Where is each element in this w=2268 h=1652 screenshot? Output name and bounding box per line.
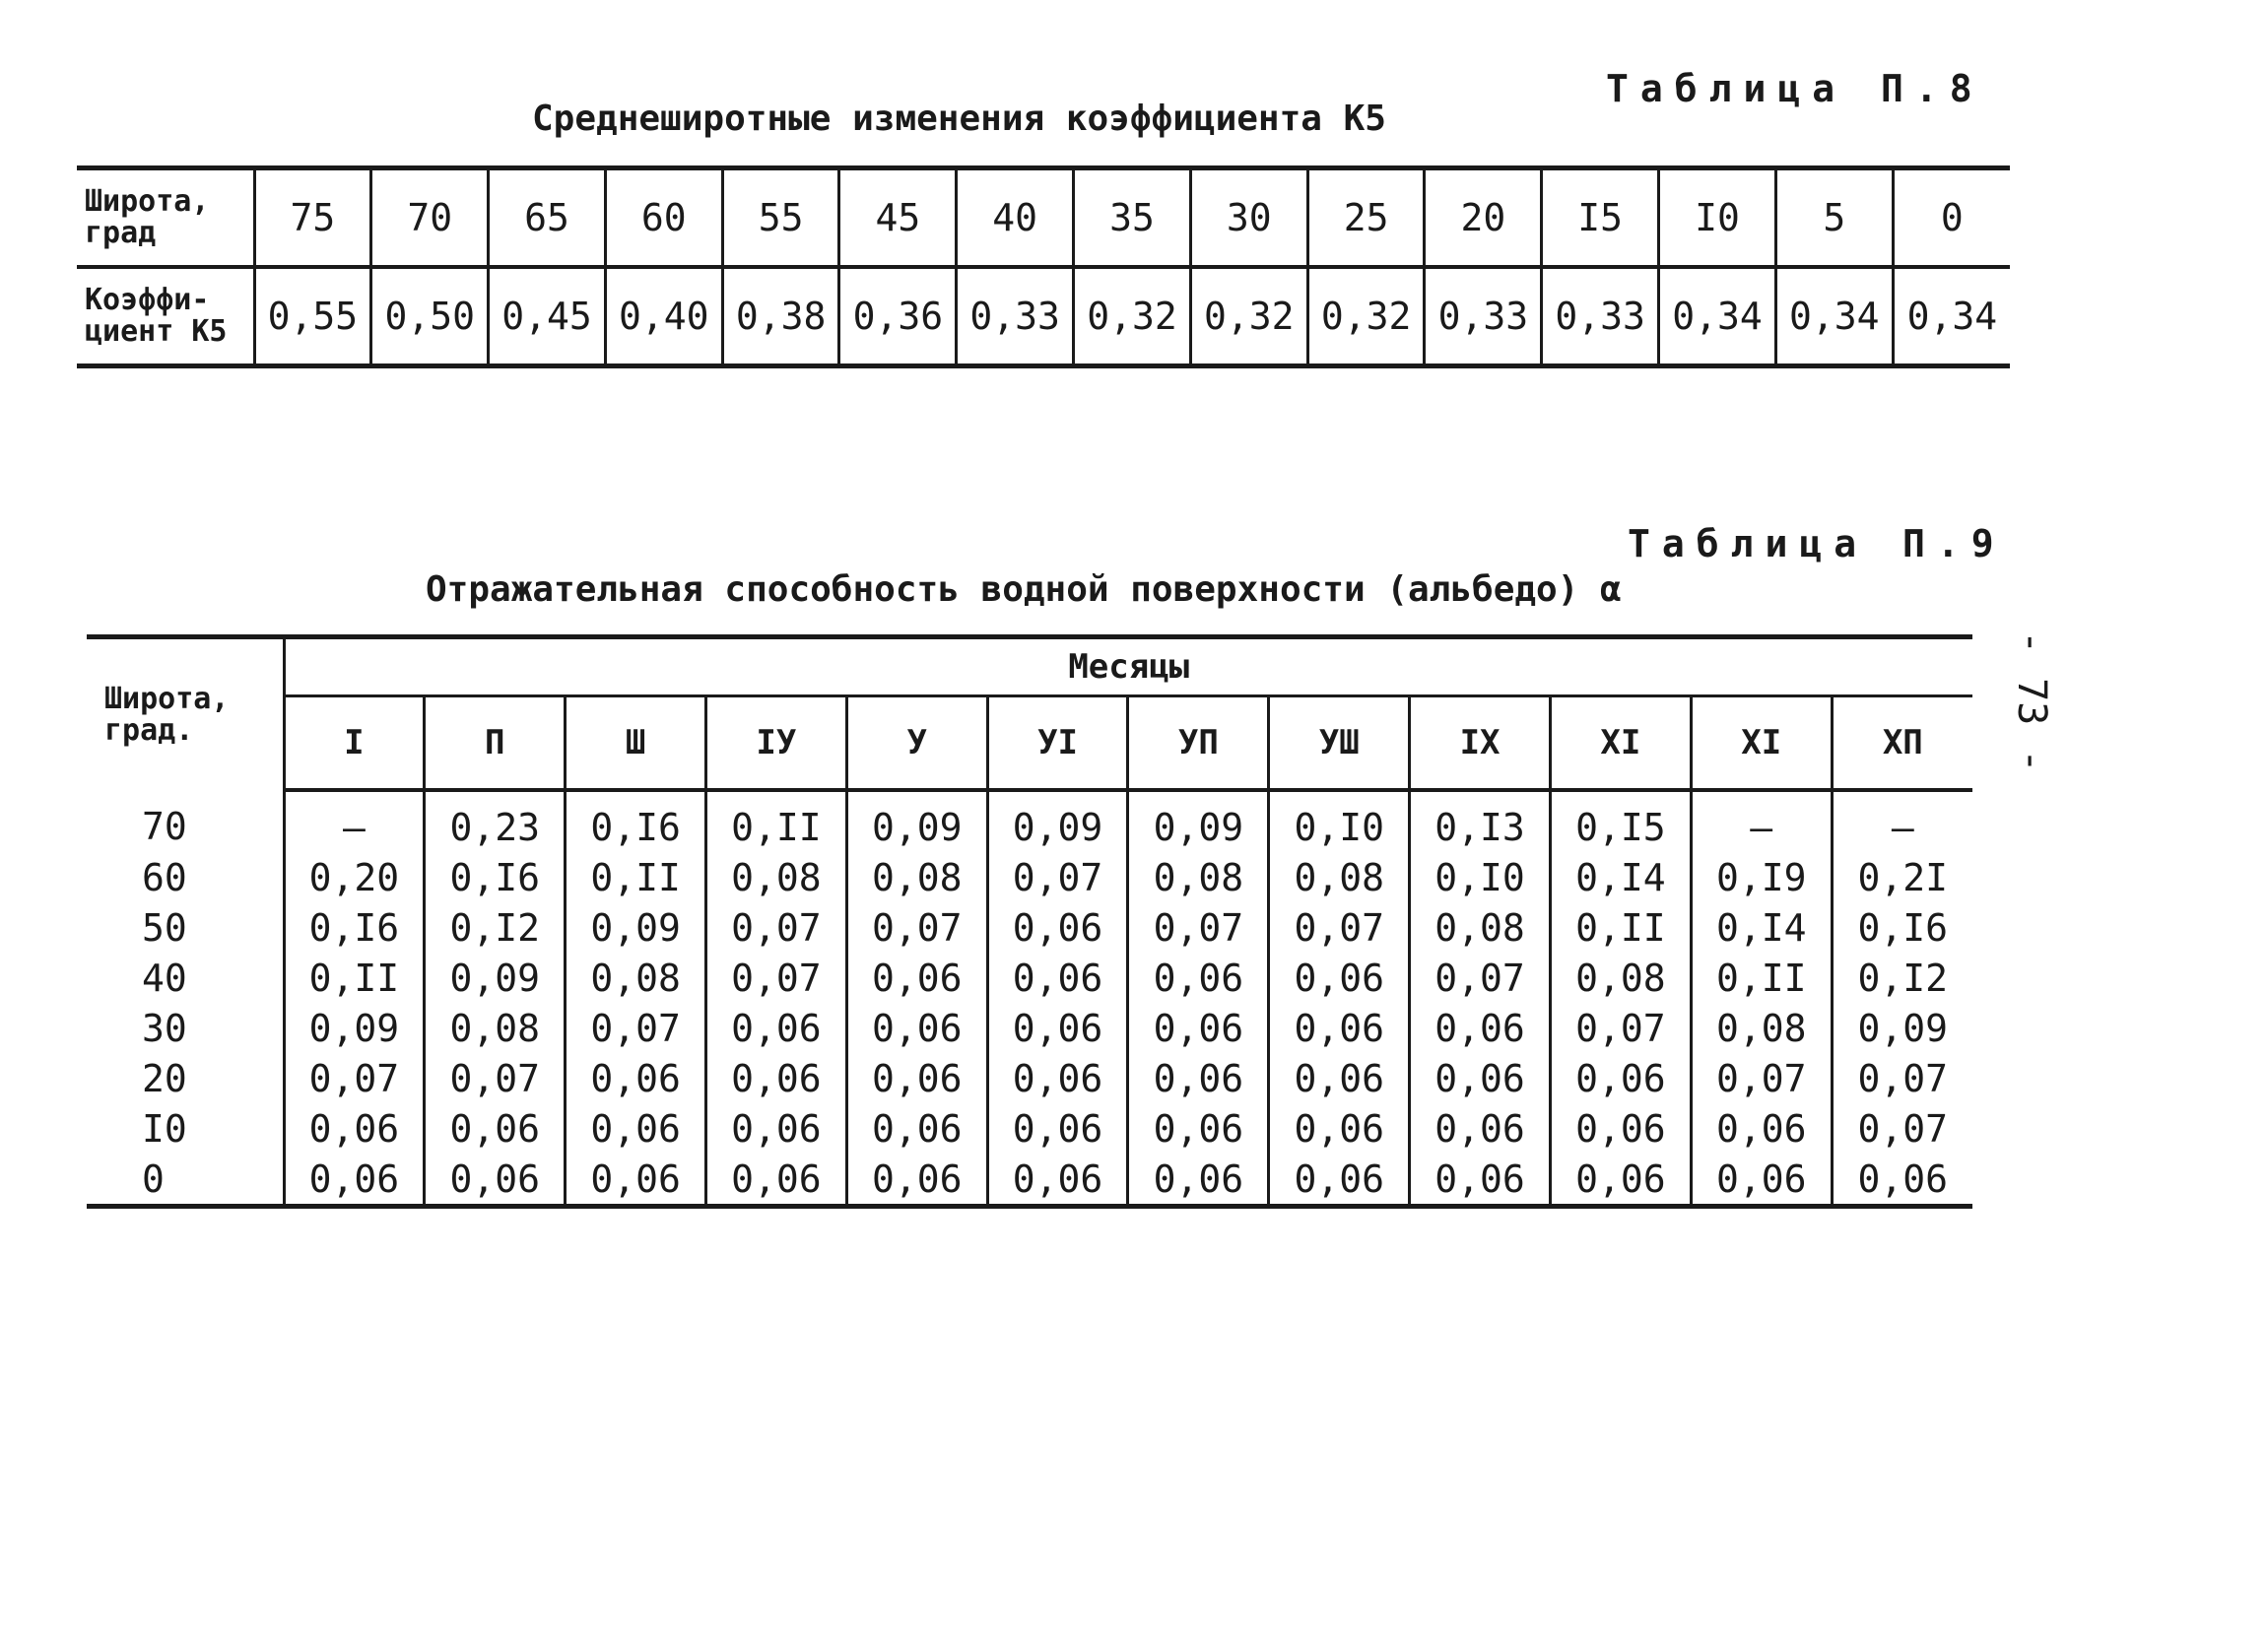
albedo-cell: 0,09 (1832, 1003, 1972, 1053)
coefficient-cell: 0,32 (1074, 267, 1191, 366)
albedo-cell: 0,06 (308, 1106, 400, 1151)
albedo-cell: 0,09 (308, 1006, 400, 1050)
albedo-cell: 0,06 (705, 1003, 846, 1053)
albedo-cell: 0,07 (1410, 953, 1551, 1003)
coefficient-cell: 0,50 (371, 267, 489, 366)
albedo-cell: – (1832, 790, 1972, 852)
albedo-cell: 0,07 (308, 1056, 400, 1100)
latitude-cell: 60 (605, 168, 722, 268)
table-row (87, 1103, 1972, 1154)
albedo-cell: 0,I6 (1832, 902, 1972, 953)
month-header: УШ (1269, 696, 1410, 791)
month-header: УП (1128, 696, 1269, 791)
albedo-cell: 0,I2 (1832, 953, 1972, 1003)
albedo-cell: 0,II (1550, 902, 1691, 953)
table-row (87, 953, 1972, 1003)
albedo-cell: 0,06 (425, 1154, 566, 1207)
albedo-cell: 0,06 (1410, 1003, 1551, 1053)
albedo-cell: 0,06 (1269, 1103, 1410, 1154)
coefficient-cell: 0,32 (1307, 267, 1425, 366)
albedo-cell: 0,09 (566, 902, 706, 953)
albedo-cell: 0,I0 (1410, 852, 1551, 902)
albedo-cell: 0,06 (987, 902, 1128, 953)
albedo-cell: 0,08 (1691, 1003, 1832, 1053)
coefficient-cell: 0,36 (839, 267, 957, 366)
albedo-cell: 0,08 (566, 953, 706, 1003)
albedo-cell: 0,06 (1550, 1053, 1691, 1103)
latitude-cell: 40 (87, 953, 284, 1003)
latitude-cell: 25 (1307, 168, 1425, 268)
albedo-cell: 0,08 (425, 1003, 566, 1053)
albedo-cell: 0,07 (425, 1053, 566, 1103)
latitude-cell: I0 (1659, 168, 1776, 268)
coefficient-cell: 0,55 (254, 267, 371, 366)
albedo-cell: 0,06 (1832, 1154, 1972, 1207)
coefficient-cell: 0,33 (1425, 267, 1542, 366)
latitude-cell: 45 (839, 168, 957, 268)
row-header-coefficient: Коэффи- циент K5 (85, 283, 228, 349)
latitude-header: Широта, град. (87, 637, 284, 791)
albedo-cell: 0,I3 (1410, 790, 1551, 852)
coefficient-cell: 0,45 (489, 267, 606, 366)
albedo-cell: 0,06 (1128, 1003, 1269, 1053)
albedo-cell: 0,06 (1128, 1154, 1269, 1207)
albedo-cell: 0,06 (1410, 1154, 1551, 1207)
albedo-cell: 0,06 (1550, 1154, 1691, 1207)
albedo-cell: 0,08 (1128, 852, 1269, 902)
latitude-cell: 75 (254, 168, 371, 268)
month-header: ХI (1691, 696, 1832, 791)
albedo-cell: 0,09 (1128, 790, 1269, 852)
latitude-cell: 20 (87, 1053, 284, 1103)
coefficient-cell: 0,34 (1659, 267, 1776, 366)
latitude-cell: 50 (87, 902, 284, 953)
header-row-months (87, 696, 1972, 791)
albedo-cell: – (342, 805, 366, 849)
albedo-cell: 0,06 (846, 1103, 987, 1154)
albedo-cell: 0,06 (1410, 1053, 1551, 1103)
albedo-cell: 0,08 (1269, 852, 1410, 902)
albedo-cell: 0,06 (1550, 1103, 1691, 1154)
albedo-cell: 0,06 (1128, 1103, 1269, 1154)
albedo-cell: 0,II (1691, 953, 1832, 1003)
albedo-cell: 0,II (566, 852, 706, 902)
albedo-cell: 0,06 (987, 1103, 1128, 1154)
albedo-cell: 0,09 (425, 953, 566, 1003)
month-header: IУ (705, 696, 846, 791)
latitude-cell: 55 (722, 168, 839, 268)
albedo-cell: 0,07 (705, 902, 846, 953)
albedo-cell: 0,07 (1550, 1003, 1691, 1053)
albedo-cell: 0,07 (1128, 902, 1269, 953)
albedo-cell: 0,07 (1691, 1053, 1832, 1103)
albedo-cell: 0,I0 (1269, 790, 1410, 852)
latitude-cell: 70 (87, 790, 284, 852)
albedo-cell: 0,06 (1410, 1103, 1551, 1154)
albedo-cell: 0,07 (566, 1003, 706, 1053)
albedo-cell: 0,06 (846, 1003, 987, 1053)
table-9-title: Отражательная способность водной поверхности (альбедо) α (426, 569, 1622, 610)
albedo-cell: 0,23 (425, 790, 566, 852)
albedo-cell: 0,08 (1550, 953, 1691, 1003)
albedo-cell: 0,I4 (1691, 902, 1832, 953)
albedo-cell: 0,07 (1269, 902, 1410, 953)
table-row (87, 852, 1972, 902)
latitude-cell: 65 (489, 168, 606, 268)
albedo-cell: 0,06 (705, 1103, 846, 1154)
latitude-cell: 40 (957, 168, 1074, 268)
albedo-cell: 0,06 (1128, 953, 1269, 1003)
coefficient-cell: 0,38 (722, 267, 839, 366)
albedo-cell: 0,07 (846, 902, 987, 953)
table-row (87, 1003, 1972, 1053)
coefficient-cell: 0,34 (1893, 267, 2010, 366)
albedo-cell: 0,06 (425, 1103, 566, 1154)
albedo-cell: 0,I6 (566, 790, 706, 852)
table-row (87, 1053, 1972, 1103)
month-header: УI (987, 696, 1128, 791)
table-row (87, 1154, 1972, 1207)
latitude-cell: I0 (87, 1103, 284, 1154)
albedo-cell: 0,06 (308, 1156, 400, 1201)
latitude-cell: 0 (1893, 168, 2010, 268)
albedo-cell: 0,06 (1691, 1154, 1832, 1207)
albedo-cell: 0,06 (987, 1053, 1128, 1103)
table-8-label: Таблица П.8 (1606, 67, 1984, 110)
albedo-cell: 0,08 (846, 852, 987, 902)
albedo-cell: 0,06 (987, 953, 1128, 1003)
albedo-cell: 0,09 (987, 790, 1128, 852)
albedo-cell: 0,06 (846, 1053, 987, 1103)
table-row (87, 790, 1972, 852)
latitude-cell: 0 (87, 1154, 284, 1207)
albedo-cell: 0,06 (1691, 1103, 1832, 1154)
albedo-cell: 0,II (705, 790, 846, 852)
albedo-cell: 0,I5 (1550, 790, 1691, 852)
header-row-group (87, 637, 1972, 696)
table-8 (77, 165, 2010, 368)
albedo-cell: 0,06 (987, 1154, 1128, 1207)
month-header: У (846, 696, 987, 791)
month-header: IХ (1410, 696, 1551, 791)
albedo-cell: 0,07 (705, 953, 846, 1003)
albedo-cell: 0,07 (1832, 1053, 1972, 1103)
coefficient-cell: 0,34 (1775, 267, 1893, 366)
month-header: ХI (1550, 696, 1691, 791)
latitude-row (77, 168, 2010, 268)
albedo-cell: 0,08 (1410, 902, 1551, 953)
month-header: П (425, 696, 566, 791)
coefficient-cell: 0,33 (957, 267, 1074, 366)
albedo-cell: 0,07 (987, 852, 1128, 902)
page-number: - 73 - (2009, 630, 2054, 773)
latitude-cell: 70 (371, 168, 489, 268)
albedo-cell: 0,I2 (425, 902, 566, 953)
latitude-cell: 5 (1775, 168, 1893, 268)
albedo-cell: 0,06 (846, 953, 987, 1003)
row-header-latitude: Широта, град (77, 168, 254, 268)
albedo-cell: 0,06 (1269, 1053, 1410, 1103)
albedo-cell: 0,06 (846, 1154, 987, 1207)
albedo-cell: 0,I6 (308, 905, 400, 950)
table-row (87, 902, 1972, 953)
table-9-label: Таблица П.9 (1628, 522, 2006, 565)
coefficient-cell: 0,32 (1190, 267, 1307, 366)
albedo-cell: 0,II (308, 956, 400, 1000)
albedo-cell: 0,06 (566, 1103, 706, 1154)
month-header: I (284, 696, 425, 791)
albedo-cell: 0,I4 (1550, 852, 1691, 902)
albedo-cell: 0,06 (1269, 1154, 1410, 1207)
albedo-cell: – (1691, 790, 1832, 852)
albedo-cell: 0,06 (566, 1053, 706, 1103)
latitude-cell: 35 (1074, 168, 1191, 268)
albedo-cell: 0,I6 (425, 852, 566, 902)
table-9 (87, 634, 1972, 1209)
albedo-cell: 0,2I (1832, 852, 1972, 902)
latitude-cell: I5 (1542, 168, 1659, 268)
albedo-cell: 0,06 (566, 1154, 706, 1207)
month-header: Ш (566, 696, 706, 791)
latitude-cell: 20 (1425, 168, 1542, 268)
months-header: Месяцы (284, 637, 1972, 696)
coefficient-cell: 0,33 (1542, 267, 1659, 366)
latitude-cell: 30 (1190, 168, 1307, 268)
albedo-cell: 0,06 (705, 1053, 846, 1103)
latitude-cell: 30 (87, 1003, 284, 1053)
albedo-cell: 0,09 (846, 790, 987, 852)
albedo-cell: 0,07 (1832, 1103, 1972, 1154)
albedo-cell: 0,08 (705, 852, 846, 902)
month-header: ХП (1832, 696, 1972, 791)
coefficient-cell: 0,40 (605, 267, 722, 366)
albedo-cell: 0,06 (705, 1154, 846, 1207)
albedo-cell: 0,06 (1269, 953, 1410, 1003)
latitude-cell: 60 (87, 852, 284, 902)
table-8-title: Среднеширотные изменения коэффициента K5 (532, 99, 1386, 139)
albedo-cell: 0,06 (1269, 1003, 1410, 1053)
albedo-cell: 0,20 (308, 855, 400, 899)
albedo-cell: 0,06 (987, 1003, 1128, 1053)
coefficient-row (77, 267, 2010, 366)
albedo-cell: 0,06 (1128, 1053, 1269, 1103)
albedo-cell: 0,I9 (1691, 852, 1832, 902)
